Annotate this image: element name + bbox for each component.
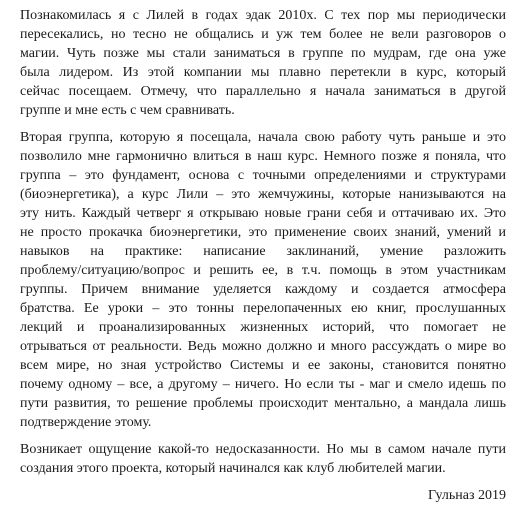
text-line: отрываться от реальности. Ведь можно должно и много рассуждать о мире во <box>20 339 506 354</box>
text-line: магии. Чуть позже мы стали заниматься в группе по мудрам, где она уже <box>20 46 506 61</box>
text-line: сейчас посещаем. Отмечу, что параллельно я начала заниматься в другой <box>20 84 506 99</box>
text-line: (биоэнергетика), а курс Лили – это жемчужины, которые нанизываются на <box>20 187 506 202</box>
text-line: группе и мне есть с чем сравнивать. <box>20 103 235 118</box>
signature: Гульназ 2019 <box>427 488 506 503</box>
text-line: подтверждение этому. <box>20 415 152 430</box>
document-page <box>20 6 506 505</box>
text-line: лекций и проанализированных жизненных историй, что помогает не <box>20 320 506 335</box>
paragraph-3 <box>20 440 506 478</box>
text-line: создания этого проекта, который начинался как клуб любителей магии. <box>20 461 446 476</box>
text-line: позволило мне гармонично влиться в наш курс. Немного позже я поняла, что <box>20 149 506 164</box>
paragraph-2 <box>20 128 506 432</box>
text-line: Вторая группа, которую я посещала, начала свою работу чуть раньше и это <box>20 130 506 145</box>
text-line: не просто прокачка биоэнергетики, это применение своих знаний, умений и <box>20 225 506 240</box>
text-line: Познакомилась я с Лилей в годах эдак 2010х. С тех пор мы периодически <box>20 8 506 23</box>
paragraph-1 <box>20 6 506 120</box>
text-line: группы. Причем внимание уделяется каждому и создается атмосфера <box>20 282 506 297</box>
text-line: проблему/ситуацию/вопрос и решить ее, в т.ч. помощь в этом участникам <box>20 263 506 278</box>
text-line: Возникает ощущение какой-то недосказанности. Но мы в самом начале пути <box>20 442 506 457</box>
text-line: братства. Ее уроки – это тонны перелопаченных ею книг, прослушанных <box>20 301 506 316</box>
text-line: эту нить. Каждый четверг я открываю новые грани себя и оттачиваю их. Это <box>20 206 506 221</box>
text-line: навыков на практике: написание заклинаний, умение разложить <box>20 244 506 259</box>
text-line: пересекались, но тесно не общались и уж тем более не вели разговоров о <box>20 27 506 42</box>
text-line: пути развития, то решение проблемы происходит ментально, а мандала лишь <box>20 396 506 411</box>
text-line: всем мире, но зная устройство Системы и ее законы, становится понятно <box>20 358 506 373</box>
text-line: была лидером. Из этой компании мы плавно перетекли в курс, который <box>20 65 506 80</box>
text-line: почему одному – все, а другому – ничего. Но если ты - маг и смело идешь по <box>20 377 506 392</box>
text-line: группа – это фундамент, основа с точными определениями и структурами <box>20 168 506 183</box>
